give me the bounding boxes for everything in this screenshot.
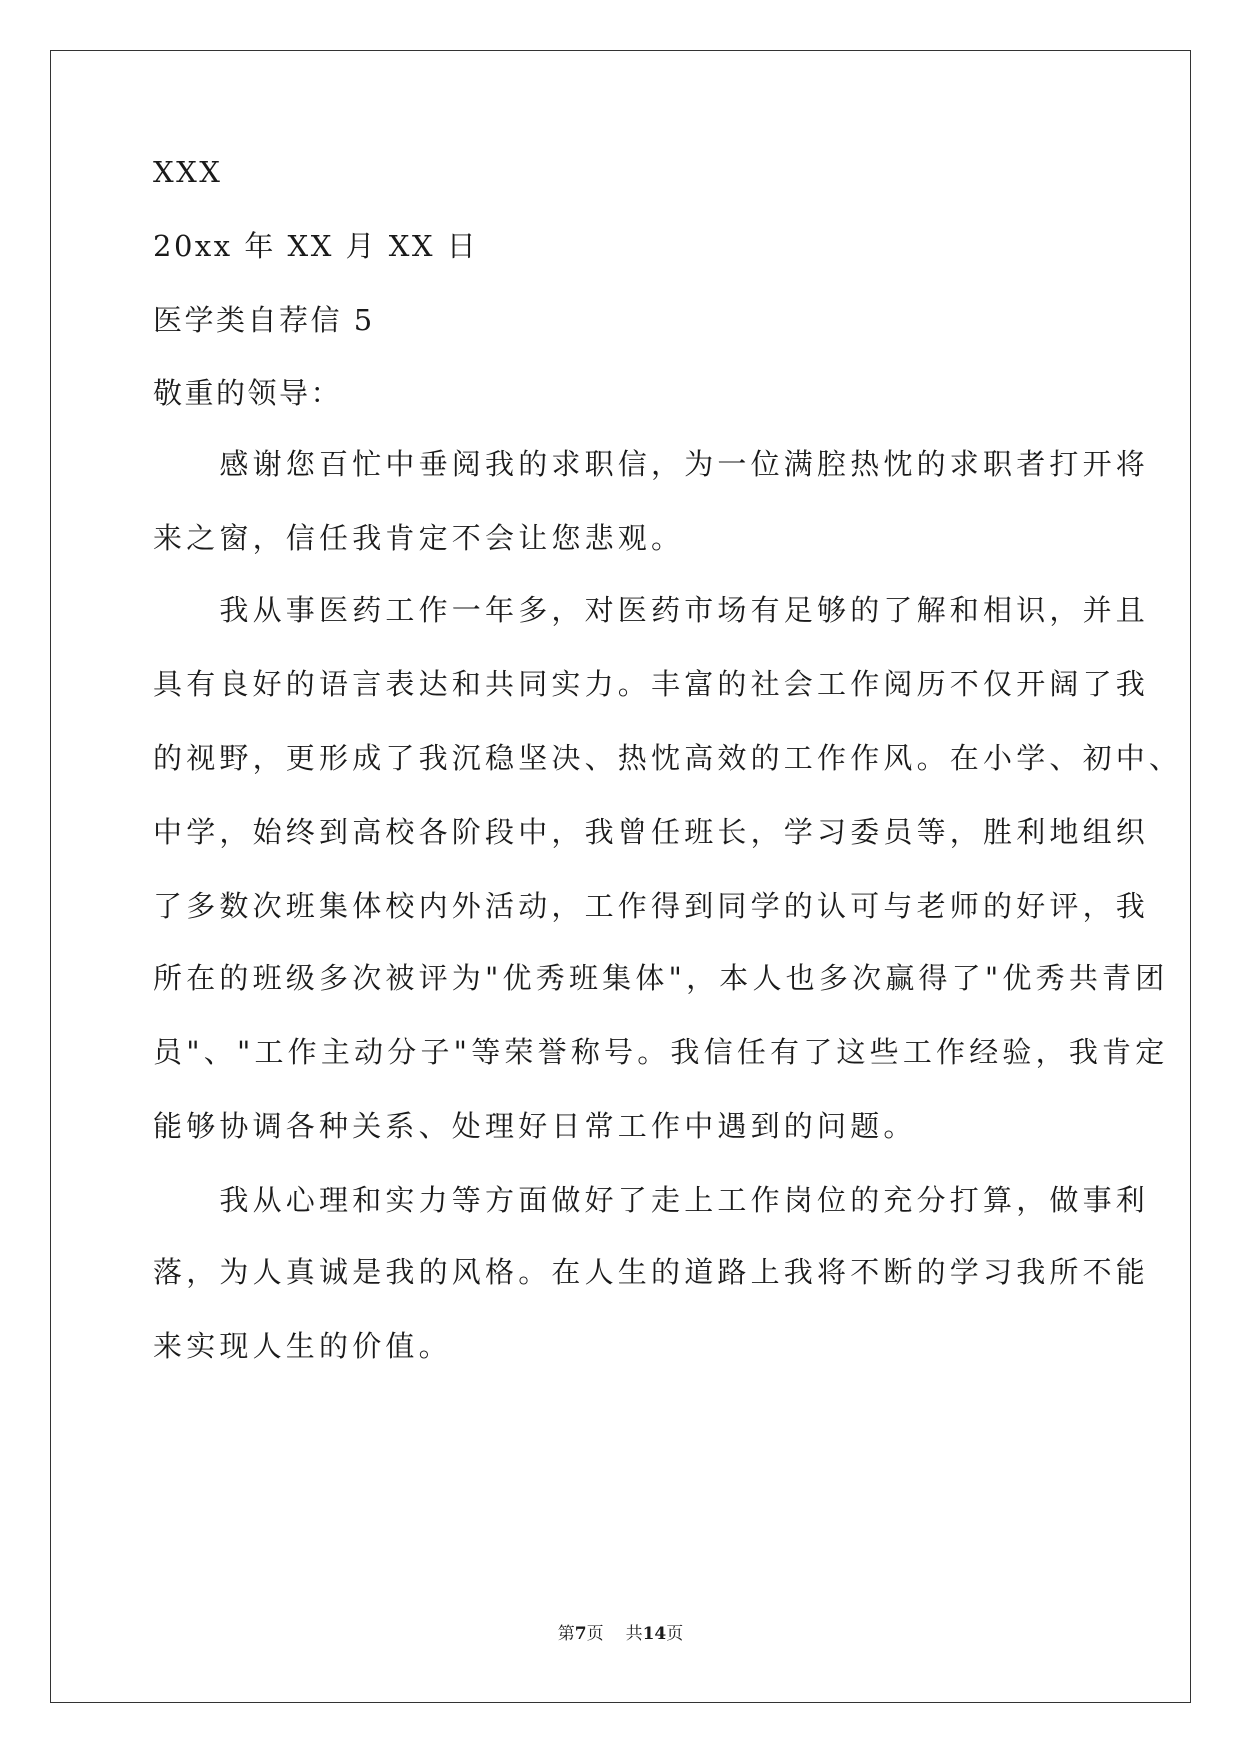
- paragraph-2-line-3: 的视野，更形成了我沉稳坚决、热忱高效的工作作风。在小学、初中、: [153, 741, 1183, 775]
- paragraph-2-line-1: 我从事医药工作一年多，对医药市场有足够的了解和相识，并且: [153, 593, 1150, 627]
- total-suffix: 页: [666, 1624, 684, 1644]
- paragraph-2-line-5: 了多数次班集体校内外活动，工作得到同学的认可与老师的好评，我: [153, 889, 1150, 923]
- total-prefix: 共: [625, 1624, 643, 1644]
- paragraph-3-line-1: 我从心理和实力等方面做好了走上工作岗位的充分打算，做事利: [153, 1183, 1150, 1217]
- current-page-number: 7: [574, 1624, 587, 1644]
- total-page-count: 14: [642, 1624, 667, 1644]
- paragraph-3-line-2: 落，为人真诚是我的风格。在人生的道路上我将不断的学习我所不能: [153, 1255, 1150, 1289]
- paragraph-1-line-2: 来之窗，信任我肯定不会让您悲观。: [153, 521, 685, 555]
- page-suffix: 页: [586, 1624, 604, 1644]
- paragraph-2-line-2: 具有良好的语言表达和共同实力。丰富的社会工作阅历不仅开阔了我: [153, 667, 1150, 701]
- paragraph-2-line-4: 中学，始终到高校各阶段中，我曾任班长，学习委员等，胜利地组织: [153, 815, 1150, 849]
- letter-title: 医学类自荐信 5: [153, 303, 375, 337]
- signature-date: 20xx 年 XX 月 XX 日: [153, 229, 479, 263]
- page-number-footer: [0, 1622, 1241, 1646]
- paragraph-2-line-7: 员"、"工作主动分子"等荣誉称号。我信任有了这些工作经验，我肯定: [153, 1035, 1169, 1069]
- page-border: [50, 50, 1191, 1703]
- paragraph-2-line-8: 能够协调各种关系、处理好日常工作中遇到的问题。: [153, 1109, 917, 1143]
- page-prefix: 第: [557, 1624, 575, 1644]
- paragraph-1-line-1: 感谢您百忙中垂阅我的求职信，为一位满腔热忱的求职者打开将: [153, 447, 1150, 481]
- paragraph-3-line-3: 来实现人生的价值。: [153, 1329, 452, 1363]
- salutation: 敬重的领导：: [153, 376, 343, 410]
- paragraph-2-line-6: 所在的班级多次被评为"优秀班集体"，本人也多次赢得了"优秀共青团: [153, 961, 1169, 995]
- signature-name: XXX: [153, 155, 223, 189]
